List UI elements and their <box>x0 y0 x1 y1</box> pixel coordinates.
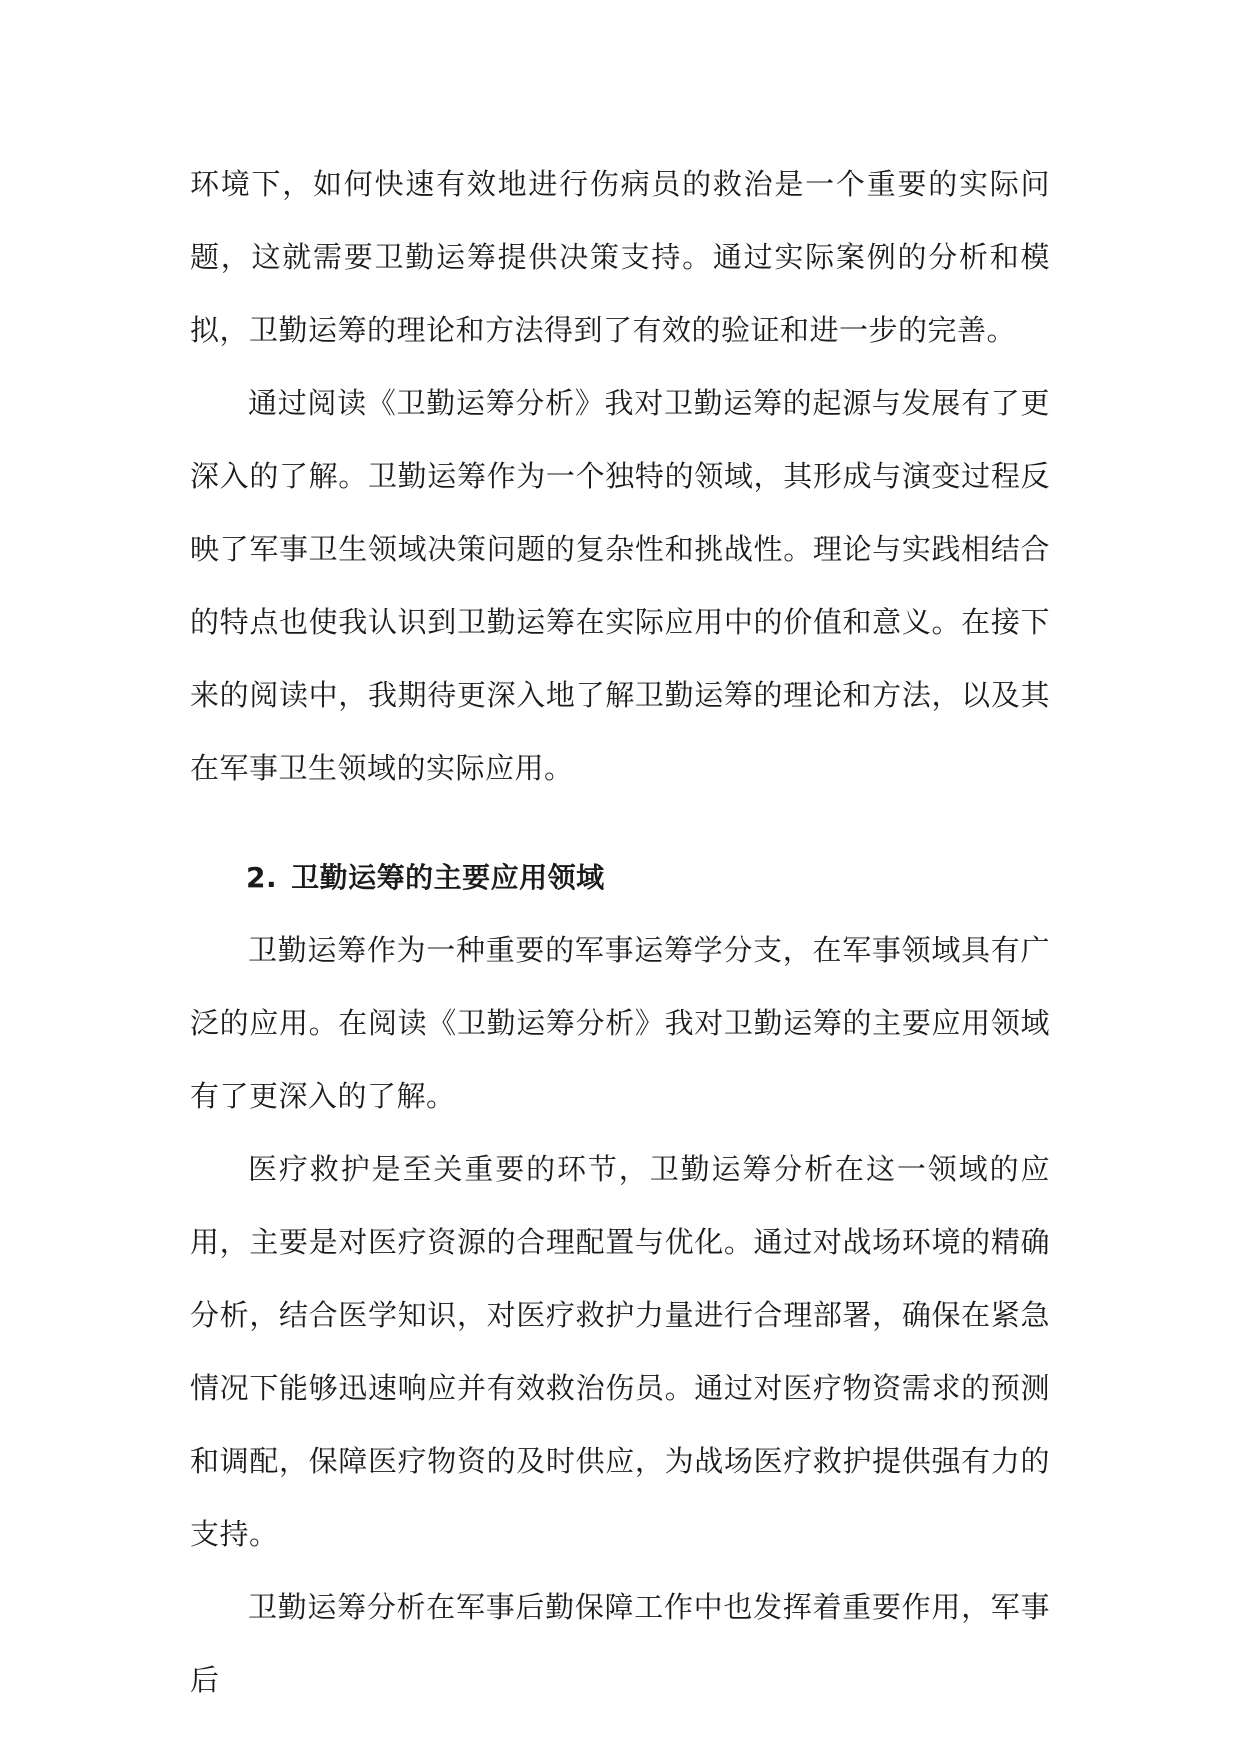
section-title: 卫勤运筹的主要应用领域 <box>291 861 605 894</box>
section-number: 2. <box>246 861 278 894</box>
section-heading <box>190 841 1050 914</box>
body-paragraph: 医疗救护是至关重要的环节，卫勤运筹分析在这一领域的应用，主要是对医疗资源的合理配置与优化。通过对战场环境的精确分析，结合医学知识，对医疗救护力量进行合理部署，确保在紧急情况下能够迅速响应并有效救治伤员。通过对医疗物资需求的预测和调配，保障医疗物资的及时供应，为战场医疗救护提供强有力的支持。 <box>190 1152 1050 1551</box>
body-paragraph: 通过阅读《卫勤运筹分析》我对卫勤运筹的起源与发展有了更深入的了解。卫勤运筹作为一个独特的领域，其形成与演变过程反映了军事卫生领域决策问题的复杂性和挑战性。理论与实践相结合的特点也使我认识到卫勤运筹在实际应用中的价值和意义。在接下来的阅读中，我期待更深入地了解卫勤运筹的理论和方法，以及其在军事卫生领域的实际应用。 <box>190 386 1050 785</box>
body-paragraph: 卫勤运筹作为一种重要的军事运筹学分支，在军事领域具有广泛的应用。在阅读《卫勤运筹分析》我对卫勤运筹的主要应用领域有了更深入的了解。 <box>190 933 1050 1113</box>
body-paragraph: 卫勤运筹分析在军事后勤保障工作中也发挥着重要作用，军事后 <box>190 1590 1050 1697</box>
document-body <box>190 148 1050 1717</box>
body-paragraph: 环境下，如何快速有效地进行伤病员的救治是一个重要的实际问题，这就需要卫勤运筹提供决策支持。通过实际案例的分析和模拟，卫勤运筹的理论和方法得到了有效的验证和进一步的完善。 <box>190 167 1050 347</box>
